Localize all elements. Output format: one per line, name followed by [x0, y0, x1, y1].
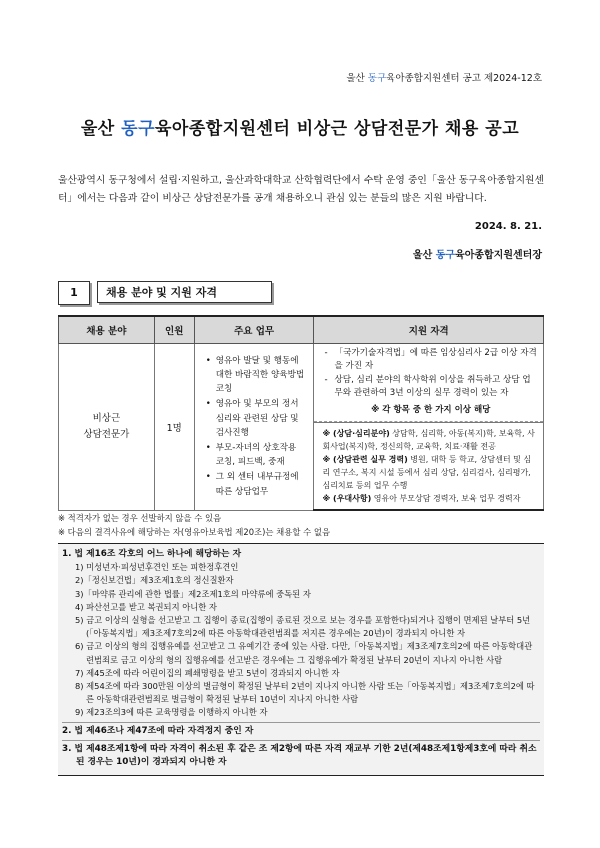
note-item: ※ 적격자가 없는 경우 선발하지 않을 수 있음 [58, 513, 222, 523]
note-item: ※ 다음의 결격사유에 해당하는 자(영유아보육법 제20조)는 채용할 수 없음 [58, 526, 331, 537]
divider [62, 722, 540, 723]
qualification-item: - 상담, 심리 분야의 학사학위 이상을 취득하고 상담 업무와 관련하여 3년 이상의 실무 경력이 있는 자 [324, 374, 537, 401]
col-header-count: 인원 [154, 316, 194, 344]
disqualification-item: 9) 제23조의3에 따른 교육명령을 이행하지 아니한 자 [75, 707, 268, 718]
disqualification-item: 2)「정신보건법」제3조제1호의 정신질환자 [75, 575, 234, 586]
pref-bonus: ※ (우대사항) 영유아 부모상담 경력자, 보육 업무 경력자 [322, 494, 521, 504]
field-cell [59, 344, 155, 511]
duty-item: • 영유아 발달 및 행동에 대한 바람직한 양육방법 코칭 [206, 354, 307, 397]
disqualification-item: 7) 제45조에 따라 어린이집의 폐쇄명령을 받고 5년이 경과되지 아니한 자 [75, 667, 340, 678]
page-title: 울산 동구육아종합지원센터 비상근 상담전문가 채용 공고 [80, 119, 520, 139]
notice-date: 2024. 8. 21. [474, 221, 542, 232]
pref-major: ※ (상담·심리분야) 상담학, 심리학, 아동(복지)학, 보육학, 사회사업(복지)학, 정신의학, 교육학, 치료·재활 전공 [322, 429, 535, 452]
col-header-duties: 주요 업무 [194, 316, 314, 344]
disqualification-box [58, 543, 544, 776]
field-line-2: 상담전문가 [83, 428, 130, 440]
disqualification-heading-1: 1. 법 제16조 각호의 어느 하나에 해당하는 자 [62, 549, 242, 559]
qualification-note: ※ 각 항목 중 한 가지 이상 해당 [371, 404, 491, 415]
disqualification-item: 3)「마약류 관리에 관한 법률」제2조제1호의 마약류에 중독된 자 [75, 588, 311, 599]
disqualification-item: 8) 제54조에 따라 300만원 이상의 벌금형이 확정된 날부터 2년이 지나지 아니한 사람 또는「아동복지법」제3조제7호의2에 따른 아동학대관련범죄로 벌금형이 확정된 날부터 10년이 지나지 아니한 사람 [75, 681, 535, 705]
notes [58, 512, 544, 539]
section-number: 1 [58, 281, 90, 305]
disqualification-item: 1) 미성년자·피성년후견인 또는 피한정후견인 [75, 562, 239, 573]
section-title: 채용 분야 및 지원 자격 [97, 281, 272, 303]
disqualification-heading-2: 2. 법 제46조나 제47조에 따라 자격정지 중인 자 [62, 725, 254, 736]
disqualification-item: 5) 금고 이상의 실형을 선고받고 그 집행이 종료(집행이 종료된 것으로 보는 경우를 포함한다)되거나 집행이 면제된 날부터 5년(「아동복지법」제3조제7호의2에 따른 아동학대관련범죄를 저지른 경우에는 20년)이 경과되지 아니한 자 [75, 615, 531, 639]
count-cell: 1명 [154, 344, 194, 511]
duties-cell [194, 344, 314, 511]
qualification-item: - 「국가기술자격법」에 따른 임상심리사 2급 이상 자격을 가진 자 [324, 347, 537, 374]
col-header-qualifications: 지원 자격 [314, 316, 544, 344]
recruitment-table [58, 315, 544, 511]
disqualification-item: 6) 금고 이상의 형의 집행유예를 선고받고 그 유예기간 중에 있는 사람. 다만,「아동복지법」제3조제7호의2에 따른 아동학대관련범죄로 금고 이상의 형의 집행유예를 선고받은 경우에는 그 집행유예가 확정된 날부터 20년이 지나지 아니한 사람 [75, 641, 533, 665]
intro-paragraph: 울산광역시 동구청에서 설립·지원하고, 울산과학대학교 산학협력단에서 수탁 운영 중인「울산 동구육아종합지원센터」에서는 다음과 같이 비상근 상담전문가를 공개 채용하오니 관심 있는 분들의 많은 지원 바랍니다. [58, 175, 544, 204]
pref-experience: ※ (상담관련 실무 경력) 병원, 대학 등 학교, 상담센터 및 심리 연구소, 복지 시설 등에서 심리 상담, 심리검사, 심리평가, 심리치료 등의 업무 수행 [322, 455, 532, 491]
preferences-cell [314, 423, 544, 511]
duty-item: • 영유아 및 부모의 정서심리와 관련된 상담 및 검사진행 [206, 397, 307, 440]
qualifications-cell [314, 344, 544, 423]
divider [62, 740, 540, 741]
disqualification-item: 4) 파산선고를 받고 복권되지 아니한 자 [75, 601, 217, 612]
notice-number: 울산 동구육아종합지원센터 공고 제2024-12호 [346, 73, 542, 84]
disqualification-heading-3: 3. 법 제48조제1항에 따라 자격이 취소된 후 같은 조 제2항에 따른 자격 재교부 기한 2년(제48조제1항제3호에 따라 취소된 경우는 10년)이 경과되지 아니한 자 [62, 743, 537, 768]
duty-item: • 그 외 센터 내부규정에 따른 상담업무 [206, 470, 307, 498]
issuer: 울산 동구육아종합지원센터장 [412, 250, 542, 261]
duty-item: • 부모-자녀의 상호작용 코칭, 피드백, 중재 [206, 441, 307, 469]
col-header-field: 채용 분야 [59, 316, 155, 344]
field-line-1: 비상근 [92, 412, 121, 424]
